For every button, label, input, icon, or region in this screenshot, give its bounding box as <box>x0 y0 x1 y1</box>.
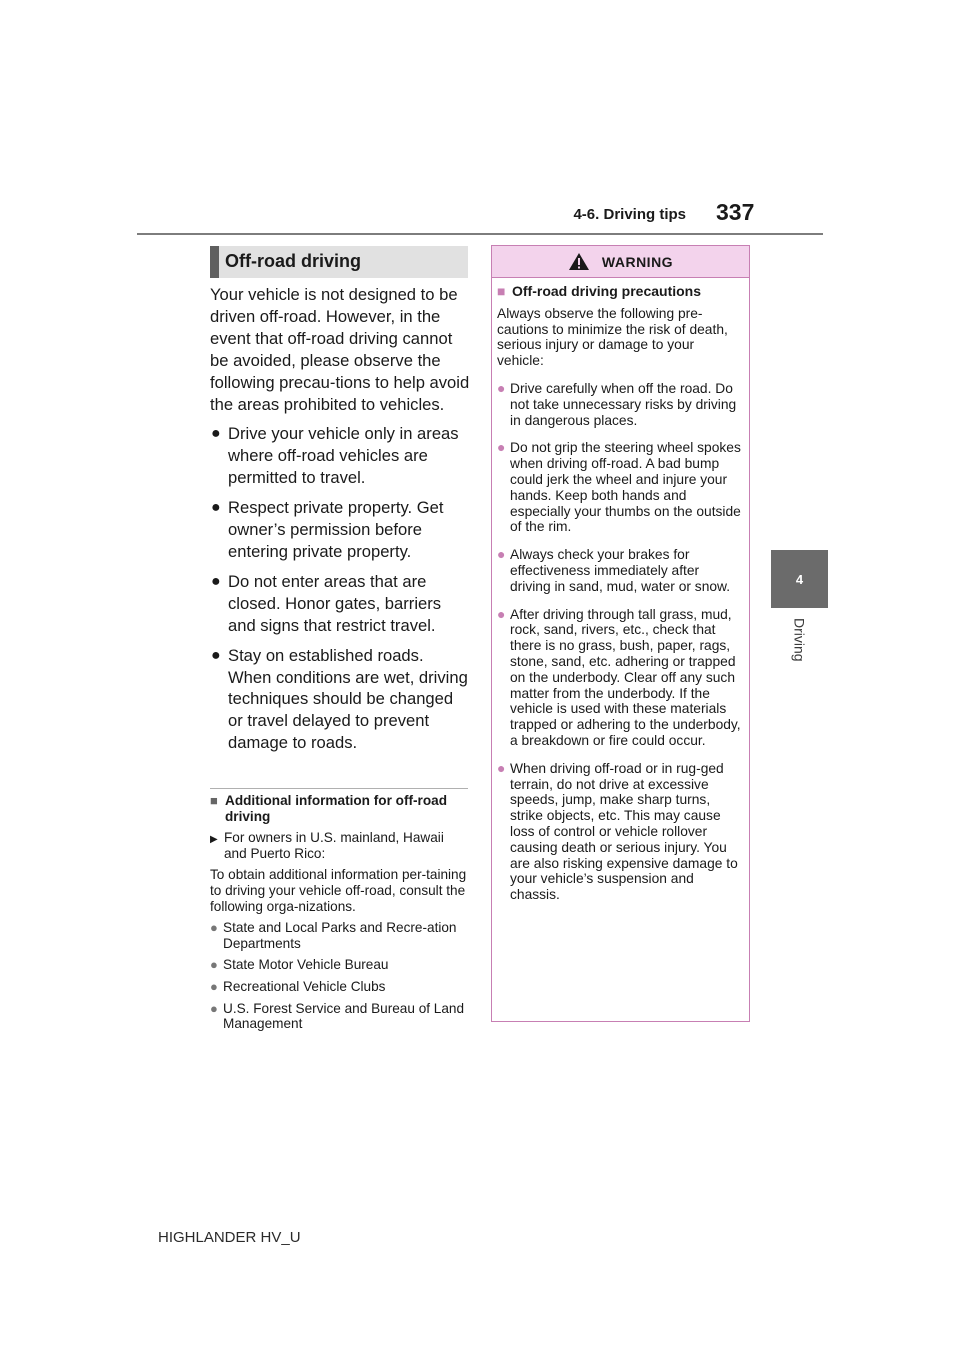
list-item: ● Respect private property. Get owner’s permission before entering private property. <box>211 498 444 561</box>
organization-list <box>210 920 470 1032</box>
warning-box <box>491 245 750 1022</box>
header-divider <box>137 233 823 235</box>
list-item: ● Stay on established roads. When conditions are wet, driving techniques should be changed or travel delayed to prevent damage to roads. <box>211 645 468 753</box>
info-intro: To obtain additional information per-taining to driving your vehicle off-road, consult the following orga-nizations. <box>210 867 467 914</box>
bullet-icon: ● <box>497 379 506 396</box>
info-heading: ■ Additional information for off-road driving <box>210 793 448 824</box>
section-title: 4-6. Driving tips <box>573 206 686 223</box>
bullet-icon: ● <box>210 1000 218 1016</box>
list-item: ● U.S. Forest Service and Bureau of Land Management <box>210 1000 465 1032</box>
bullet-icon: ● <box>211 646 221 664</box>
chapter-label: Driving <box>791 618 808 662</box>
chapter-tab[interactable] <box>771 550 828 608</box>
warning-triangle-icon <box>568 252 590 271</box>
warning-header <box>492 246 749 278</box>
list-item: ● Always check your brakes for effectiveness immediately after driving in sand, mud, water or snow. <box>497 546 731 594</box>
bullet-icon: ● <box>210 920 218 936</box>
intro-paragraph: Your vehicle is not designed to be driven off-road. However, in the event that off-road driving cannot be avoided, please observe the following precau-tions to help avoid the areas prohibited to vehicles. <box>210 285 470 414</box>
list-item: ● State Motor Vehicle Bureau <box>210 957 389 973</box>
bullet-icon: ● <box>211 572 221 590</box>
bullet-icon: ● <box>497 546 506 563</box>
warning-subheading: ■ Off-road driving precautions <box>497 283 702 299</box>
section-heading: Off-road driving <box>210 246 468 278</box>
main-column <box>210 284 470 762</box>
owners-note: ▶ For owners in U.S. mainland, Hawaii and Puerto Rico: <box>210 830 444 861</box>
warning-title: WARNING <box>601 253 674 270</box>
list-item: ● Drive carefully when off the road. Do not take unnecessary risks by driving in dangerous places. <box>497 379 737 428</box>
bullet-icon: ● <box>210 957 218 973</box>
triangle-right-icon: ▶ <box>210 834 218 846</box>
list-item: ● When driving off-road or in rug-ged terrain, do not drive at excessive speeds, jump, make sharp turns, strike objects, etc. This may cause loss of control or vehicle rollover causing death or serious injury. You are also risking expensive damage to your vehicle’s suspension and chassis. <box>497 759 738 903</box>
list-item: ● Drive your vehicle only in areas where off-road vehicles are permitted to travel. <box>211 424 459 488</box>
section-divider <box>210 788 468 789</box>
warning-body <box>492 278 749 903</box>
chapter-number: 4 <box>795 571 804 587</box>
bullet-icon: ● <box>211 425 221 443</box>
bullet-icon: ● <box>497 759 506 776</box>
square-bullet-icon: ■ <box>497 283 506 299</box>
list-item: ● Do not grip the steering wheel spokes when driving off-road. A bad bump could jerk the wheel and injure your hands. Keep both hands and especially your thumbs on the outside of the rim. <box>497 439 741 535</box>
bullet-icon: ● <box>211 499 221 517</box>
list-item: ● Do not enter areas that are closed. Honor gates, barriers and signs that restrict travel. <box>211 571 442 635</box>
bullet-icon: ● <box>210 978 218 994</box>
square-bullet-icon: ■ <box>210 793 218 808</box>
footer-model: HIGHLANDER HV_U <box>158 1229 301 1246</box>
list-item: ● Recreational Vehicle Clubs <box>210 978 386 994</box>
additional-info <box>210 793 470 1038</box>
bullet-icon: ● <box>497 439 506 456</box>
precaution-list <box>210 423 470 754</box>
warning-list <box>497 381 741 903</box>
page-number: 337 <box>716 199 755 225</box>
list-item: ● After driving through tall grass, mud, rock, sand, rivers, etc., check that there is no grass, bush, paper, rags, stone, sand, etc. adhering or trapped on the underbody. Clear off any such matter from the underbody. If the vehicle is used with these materials trapped or adhering to the underbody, a breakdown or fire could occur. <box>497 605 741 748</box>
bullet-icon: ● <box>497 605 506 622</box>
list-item: ● State and Local Parks and Recre-ation Departments <box>210 920 457 951</box>
warning-intro: Always observe the following pre-cautions to minimize the risk of death, serious injury or damage to your vehicle: <box>497 305 728 369</box>
